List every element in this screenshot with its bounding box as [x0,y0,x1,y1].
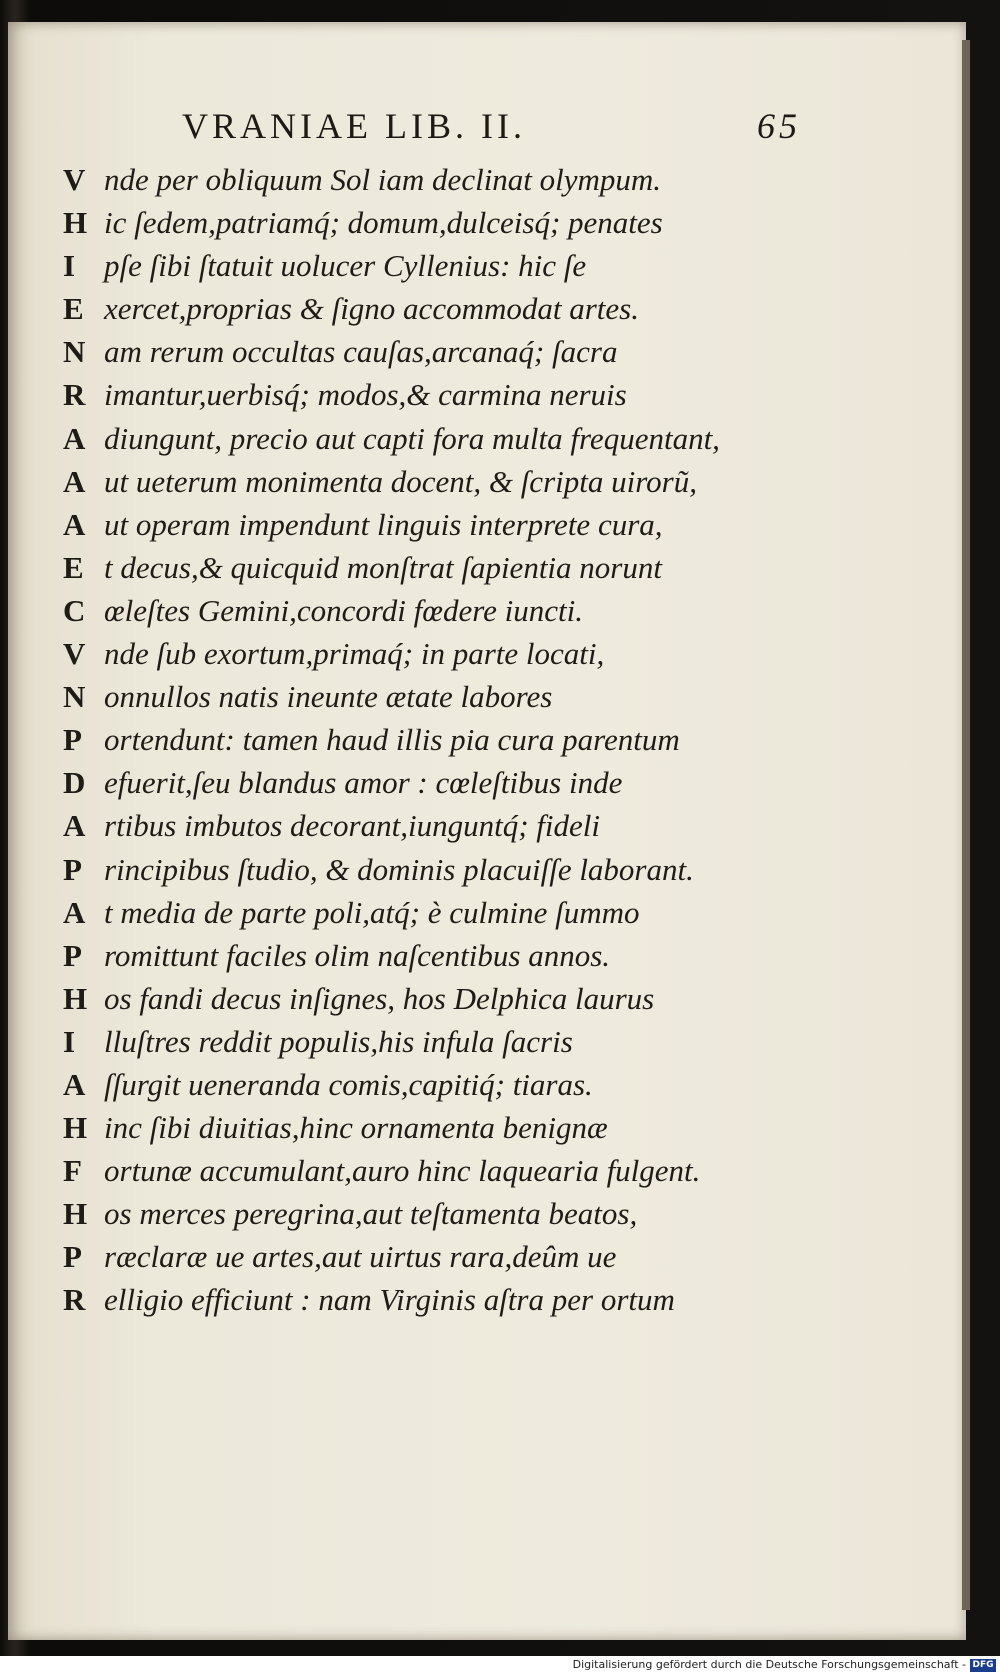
verse-line [58,589,798,632]
verse-line [58,675,798,718]
verse-initial: P [63,1239,82,1275]
verse-text: am rerum occultas cauſas,arcanaq́; ſacra [104,334,618,370]
verse-text: t media de parte poli,atq́; è culmine ſummo [104,894,640,930]
verse-line [58,244,798,287]
verse-text: elligio efficiunt : nam Virginis aſtra per ortum [104,1282,675,1318]
verse-line [58,718,798,761]
verse-line [58,158,798,201]
verse-text: nde per obliquum Sol iam declinat olympum. [104,162,662,197]
verse-line [58,1106,798,1149]
verse-line [58,761,798,804]
verse-initial: A [63,420,86,456]
verse-initial: H [63,980,88,1016]
verse-line [58,1063,798,1106]
verse-initial: I [63,1023,76,1059]
verse-initial: E [63,291,84,327]
verse-line [58,546,798,589]
verse-initial: R [63,1282,86,1318]
verse-line [58,201,798,244]
verse-initial: C [63,592,86,628]
verse-initial: H [63,1110,88,1146]
verse-line [58,1020,798,1063]
verse-initial: A [63,894,86,930]
verse-initial: E [63,549,84,585]
verse-initial: V [63,636,86,672]
verse-text: ortendunt: tamen haud illis pia cura parentum [104,722,680,758]
verse-initial: N [63,334,86,370]
verse-line [58,287,798,330]
running-title: VRANIAE LIB. II. [182,106,526,146]
verse-initial: A [63,808,86,844]
verse-line [58,804,798,847]
verse-text: onnullos natis ineunte ætate labores [104,679,553,715]
verse-text: diungunt, precio aut capti fora multa frequentant, [104,420,720,456]
verse-line [58,1192,798,1235]
verse-line [58,1235,798,1278]
page-edge [962,40,970,1610]
verse-block [58,158,798,1322]
verse-line [58,1149,798,1192]
verse-text: pſe ſibi ſtatuit uolucer Cyllenius: hic ſe [104,248,587,284]
verse-line [58,330,798,373]
verse-line [58,934,798,977]
verse-initial: A [63,1066,86,1102]
verse-initial: N [63,679,86,715]
verse-text: ſſurgit ueneranda comis,capitiq́; tiaras. [104,1066,593,1102]
verse-initial: F [63,1153,82,1189]
verse-text: romittunt faciles olim naſcentibus annos. [104,937,611,973]
verse-text: ut ueterum monimenta docent, & ſcripta uirorũ, [104,463,697,499]
verse-initial: P [63,722,82,758]
verse-initial: H [63,205,88,241]
verse-line [58,891,798,934]
page-number: 65 [757,106,801,146]
verse-text: rtibus imbutos decorant,iunguntq́; fideli [104,808,600,844]
verse-line [58,1278,798,1321]
verse-text: rincipibus ſtudio, & dominis placuiſſe laborant. [104,851,694,887]
verse-line [58,632,798,675]
verse-initial: R [63,377,86,413]
dfg-logo: DFG [970,1659,996,1672]
verse-text: imantur,uerbisq́; modos,& carmina neruis [104,377,627,413]
verse-text: ortunæ accumulant,auro hinc laquearia fulgent. [104,1153,701,1189]
verse-text: efuerit,ſeu blandus amor : cœleſtibus inde [104,765,623,801]
verse-initial: P [63,851,82,887]
verse-text: ut operam impendunt linguis interprete cura, [104,506,663,542]
footer-bar [0,1656,1000,1676]
verse-initial: D [63,765,86,801]
verse-text: os merces peregrina,aut teſtamenta beatos, [104,1196,638,1232]
verse-line [58,373,798,416]
verse-initial: A [63,463,86,499]
verse-initial: A [63,506,86,542]
verse-initial: I [63,248,76,284]
verse-text: t decus,& quicquid monſtrat ſapientia norunt [104,549,662,585]
verse-initial: V [63,162,86,197]
verse-line [58,460,798,503]
running-header [172,105,812,155]
verse-initial: H [63,1196,88,1232]
verse-line [58,417,798,460]
verse-text: nde ſub exortum,primaq́; in parte locati, [104,636,605,672]
verse-text: lluſtres reddit populis,his infula ſacris [104,1023,573,1059]
verse-line [58,977,798,1020]
verse-line [58,503,798,546]
verse-text: os fandi decus inſignes, hos Delphica laurus [104,980,655,1016]
verse-initial: P [63,937,82,973]
verse-text: inc ſibi diuitias,hinc ornamenta benignæ [104,1110,608,1146]
verse-text: ræclaræ ue artes,aut uirtus rara,deûm ue [104,1239,617,1275]
verse-text: xercet,proprias & ſigno accommodat artes. [104,291,639,327]
verse-text: œleſtes Gemini,concordi fœdere iuncti. [104,592,583,628]
verse-line [58,848,798,891]
verse-text: ic ſedem,patriamq́; domum,dulceisq́; penates [104,205,663,241]
funding-credit: Digitalisierung gefördert durch die Deutsche Forschungsgemeinschaft - [572,1658,966,1671]
